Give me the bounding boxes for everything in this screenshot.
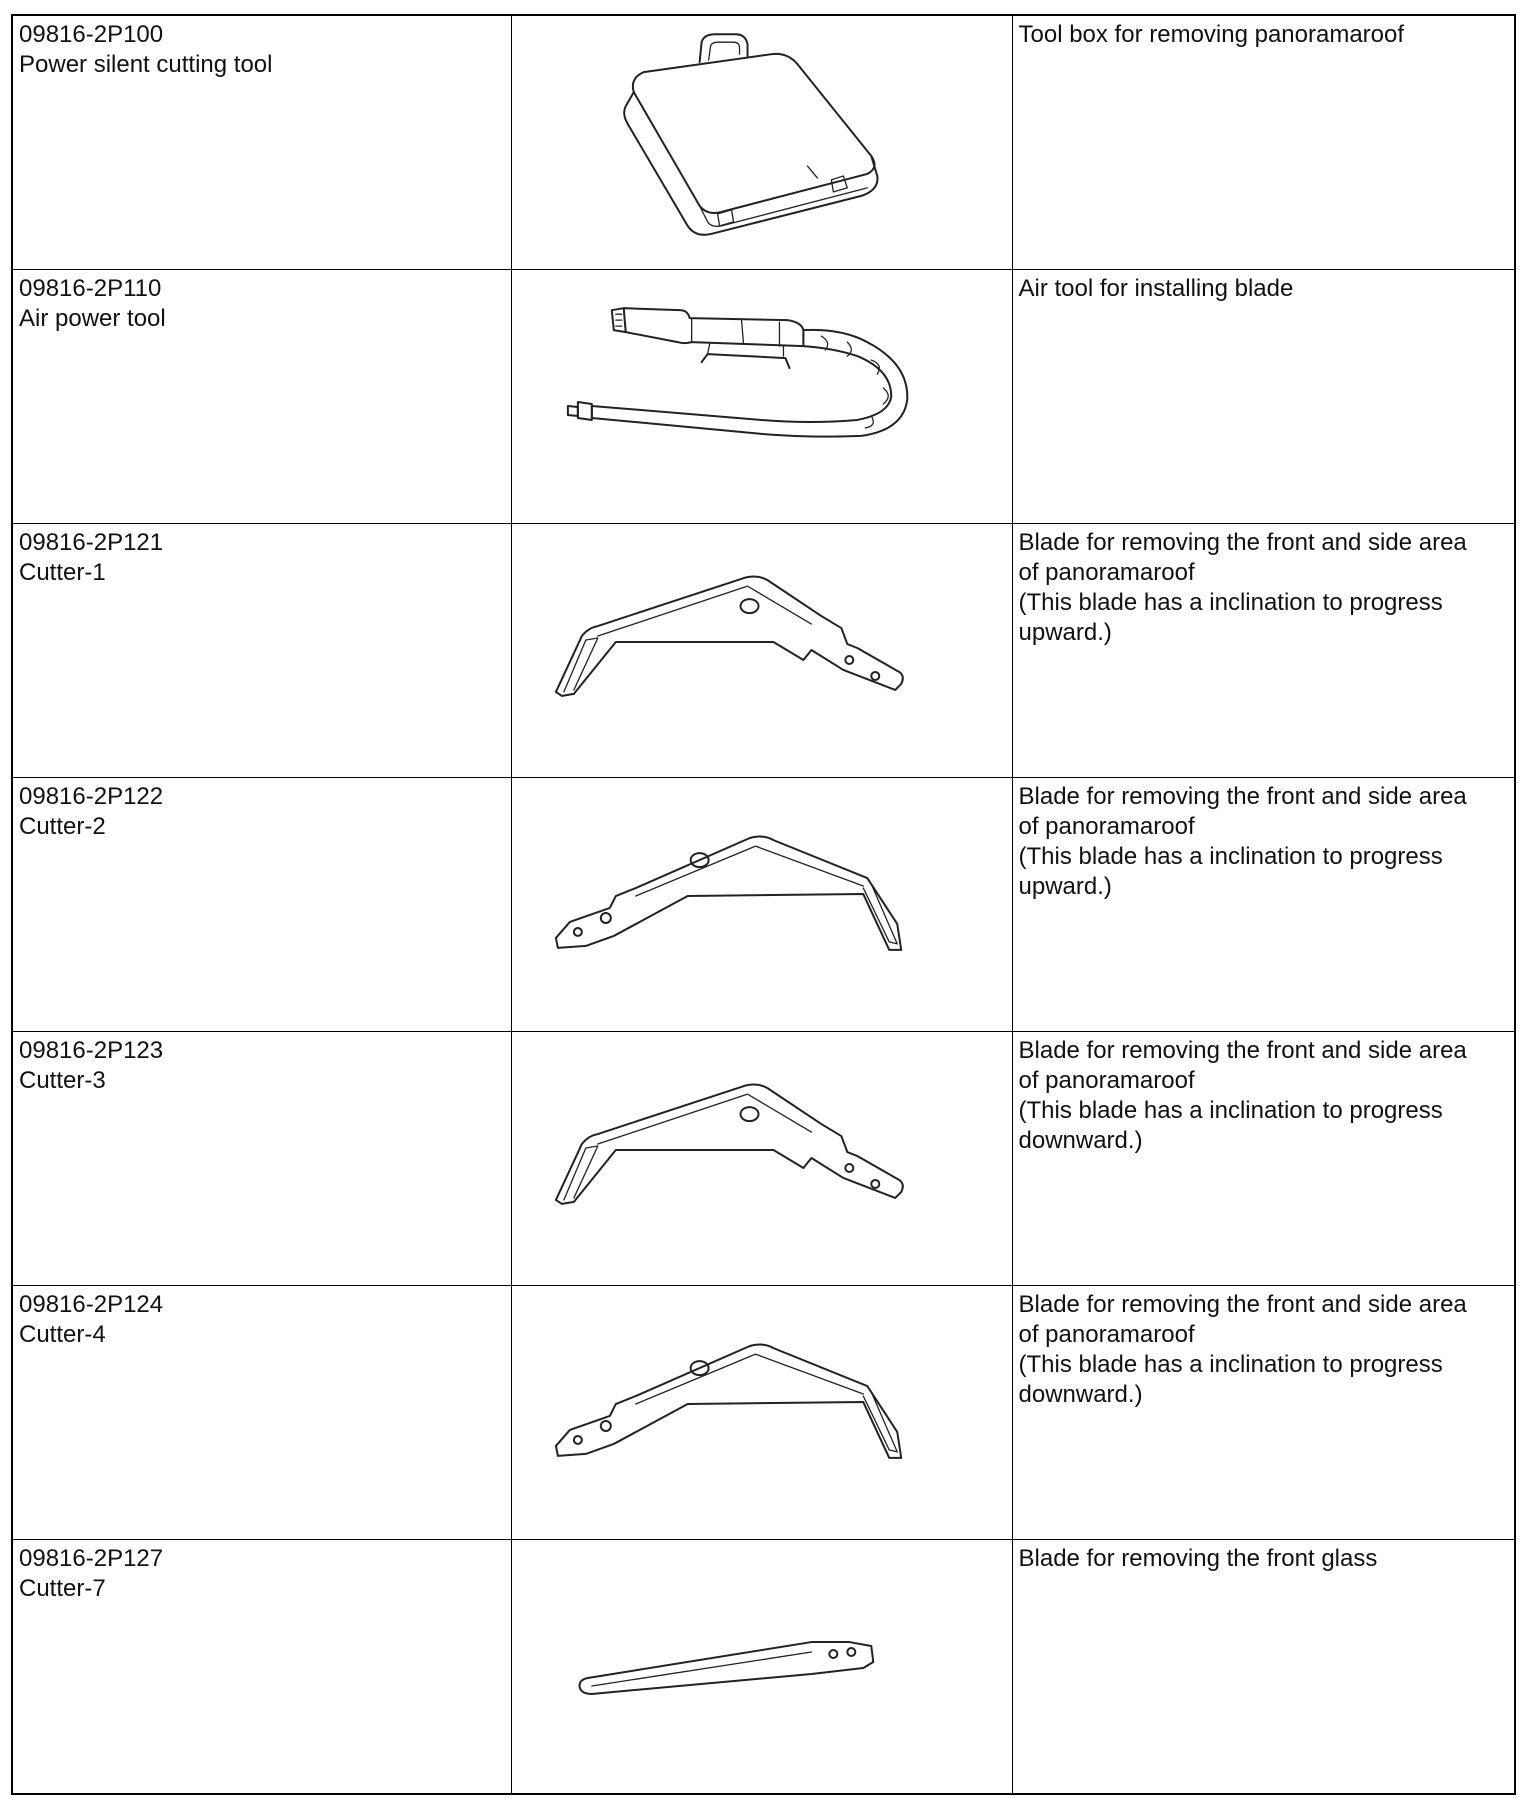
illustration-cell <box>511 778 1012 1032</box>
tool-description: Tool box for removing panoramaroof <box>1018 21 1405 48</box>
straight-blade-icon <box>512 1540 1012 1793</box>
illustration-cell <box>511 1540 1012 1795</box>
tool-description: Blade for removing the front glass <box>1018 1545 1378 1572</box>
part-number: 09816-2P121 <box>19 529 164 556</box>
air-power-tool-icon <box>512 270 1012 523</box>
part-cell <box>12 1286 511 1540</box>
tool-description: Air tool for installing blade <box>1018 275 1294 302</box>
part-name: Cutter-4 <box>19 1321 106 1348</box>
tool-description: Blade for removing the front and side area of panoramaroof (This blade has a inclination to progress upward.) <box>1018 529 1467 646</box>
tool-description: Blade for removing the front and side area of panoramaroof (This blade has a inclination to progress downward.) <box>1018 1291 1467 1408</box>
table-row <box>12 524 1515 778</box>
illustration-cell <box>511 1286 1012 1540</box>
tool-box-icon <box>512 16 1012 269</box>
description-cell <box>1012 1286 1515 1540</box>
description-cell <box>1012 1540 1515 1795</box>
illustration-cell <box>511 524 1012 778</box>
part-name: Power silent cutting tool <box>19 51 273 78</box>
cutter-blade-icon <box>512 1032 1012 1285</box>
table-row <box>12 1032 1515 1286</box>
description-cell <box>1012 1032 1515 1286</box>
cutter-blade-icon <box>512 524 1012 777</box>
table-row <box>12 15 1515 270</box>
part-cell <box>12 1032 511 1286</box>
illustration-cell <box>511 15 1012 270</box>
table-row <box>12 778 1515 1032</box>
illustration-cell <box>511 1032 1012 1286</box>
part-cell <box>12 15 511 270</box>
part-number: 09816-2P123 <box>19 1037 164 1064</box>
part-name: Air power tool <box>19 305 166 332</box>
part-number: 09816-2P127 <box>19 1545 164 1572</box>
part-cell <box>12 524 511 778</box>
part-number: 09816-2P110 <box>19 275 162 302</box>
part-cell <box>12 778 511 1032</box>
table-row <box>12 1286 1515 1540</box>
cutter-blade-icon <box>512 778 1012 1031</box>
table-row <box>12 270 1515 524</box>
part-cell <box>12 270 511 524</box>
part-number: 09816-2P124 <box>19 1291 164 1318</box>
part-name: Cutter-7 <box>19 1575 106 1602</box>
description-cell <box>1012 524 1515 778</box>
tool-description: Blade for removing the front and side area of panoramaroof (This blade has a inclination to progress downward.) <box>1018 1037 1467 1154</box>
table-row <box>12 1540 1515 1795</box>
part-name: Cutter-1 <box>19 559 106 586</box>
description-cell <box>1012 15 1515 270</box>
part-cell <box>12 1540 511 1795</box>
cutter-blade-icon <box>512 1286 1012 1539</box>
part-name: Cutter-3 <box>19 1067 106 1094</box>
description-cell <box>1012 778 1515 1032</box>
part-number: 09816-2P100 <box>19 21 164 48</box>
special-tools-table <box>11 14 1516 1795</box>
part-name: Cutter-2 <box>19 813 106 840</box>
description-cell <box>1012 270 1515 524</box>
tool-description: Blade for removing the front and side area of panoramaroof (This blade has a inclination to progress upward.) <box>1018 783 1467 900</box>
illustration-cell <box>511 270 1012 524</box>
part-number: 09816-2P122 <box>19 783 164 810</box>
